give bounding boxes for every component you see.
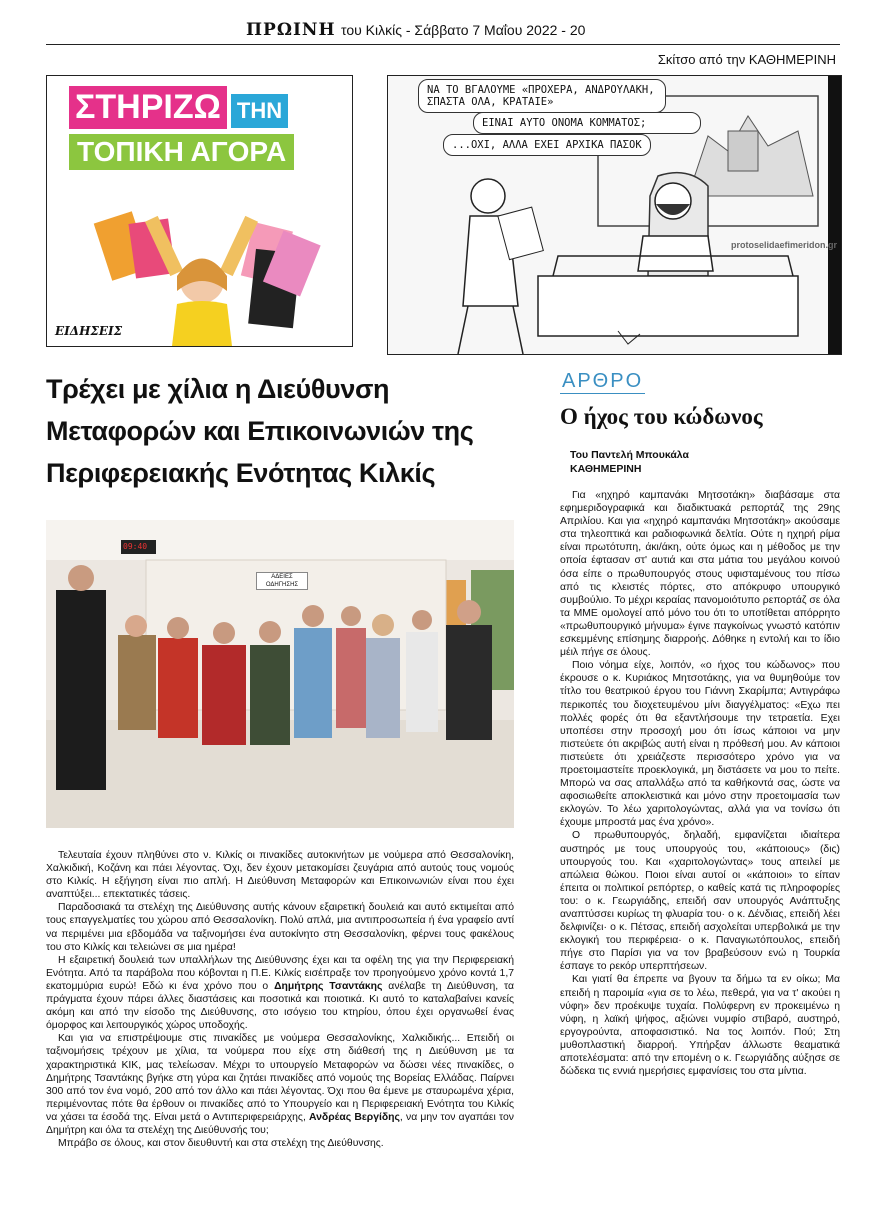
- page-header: [46, 18, 840, 45]
- section-label: ΑΡΘΡΟ: [562, 370, 644, 392]
- cartoon-credit: Σκίτσο από την ΚΑΘΗΜΕΡΙΝΗ: [657, 52, 836, 67]
- ad-word-topiki-agora: ΤΟΠΙΚΗ ΑΓΟΡΑ: [69, 134, 294, 170]
- speech-bubble-2: ΕΙΝΑΙ ΑΥΤΟ ΟΝΟΜΑ ΚΟΜΜΑΤΟΣ;: [473, 112, 701, 134]
- speech-bubble-1: ΝΑ ΤΟ ΒΓΑΛΟΥΜΕ «ΠΡΟΧΕΡΑ, ΑΝΔΡΟΥΛΑΚΗ, ΣΠΑΣΤΑ ΟΛΑ, ΚΡΑΤΑΙΕ»: [418, 79, 666, 113]
- shopping-girl-illustration: [47, 76, 352, 346]
- article-byline: [570, 448, 689, 476]
- article-paragraph: Για «ηχηρό καμπανάκι Μητσοτάκη» διαβάσαμε στα εφημεριδογραφικά και διαδικτυακά ρεπορτάζ της 29ης Απριλίου. Και για «ηχηρό καμπανάκι Μητσοτάκη» ακούσαμε στα τηλεοπτικά και ραδιοφωνικά δελτία. Ούτε η ηχηρή ρίμα είναι πρωτότυπη, άκι/άκη, ούτε όμως και η μέθοδος με την οποία έφτασαν στ' αυτιά και στα μάτια του μεγάλου κοινού όσα είπε ο πρωθυπουργός στους υφισταμένους του πίσω από τις κλειστές πόρτες, στο απόκρυφο υπουργικό συμβούλιο. Το μέχρι κεραίας πανομοιότυπο ρεπορτάζ σε όλα τα ΜΜΕ ομολογεί από μόνο του ότι το υποτίθεται απόρρητο «πρωθυπουργικό μήνυμα» έγινε παγκοίνως γνωστό κατόπιν εσκεμμένης επίσημης διαρροής. Δόθηκε η εντολή και το ίδιο μέιλ πήγε σε όλους.: [560, 490, 840, 659]
- story-text: Και για να επιστρέψουμε στις πινακίδες με νούμερα Θεσσαλονίκης, Χαλκιδικής... Επειδή οι ταξινομήσεις τρέχουν με χίλια, τα νούμερα που είχε στη διάθεσή της η Διεύθυνση με τα χαρακτηριστικά ΚΙΚ, μας τελείωσαν. Μέχρι το υπουργείο Μεταφορών να δώσει νέες πινακίδες, ο Δημήτρης Τσαντάκης βγήκε στη γύρα και ζητάει πινακίδες από νομούς της Βορείας Ελλάδας. Παίρνει 300 από τον ένα νομό, 200 από τον άλλο και πάει λέγοντας. Όχι που θα έμενε με σταυρωμένα χέρια, περιμένοντας πότε θα έρθουν οι πινακίδες από το Υπουργείο και η Περιφερειακή Ενότητα του Κιλκίς να χάσει τα έσοδά της. Είναι μετά ο Αντιπεριφερειάρχης,: [46, 1033, 514, 1123]
- article-source: ΚΑΘΗΜΕΡΙΝΗ: [570, 463, 642, 475]
- speech-bubble-3: ...ΟΧΙ, ΑΛΛΑ ΕΧΕΙ ΑΡΧΙΚΑ ΠΑΣΟΚ: [443, 134, 651, 156]
- political-cartoon: [387, 75, 842, 355]
- article-paragraph: Και γιατί θα έπρεπε να βγουν τα δήμω τα εν οίκω; Μα επειδή η παροιμία «για σε το λέω, πεθερά, για να τ' ακούει η νύφη» δεν προέκυψε τυχαία. Πολύφερνη εν προκειμένω η νύφη, η λαϊκή ψήφος, αξιώνει νυμφίο στιβαρό, αυστηρό, εργογρούντα, αποφασιστικό. Να τος λοιπόν. Πού; Στη μυθοπλαστική διαρροή. Υπήρξαν άλλωστε θεαματικά αποτελέσματα: από την επομένη ο κ. Γεωργιάδης αύξησε σε δώδεκα τις εννιά ημερήσιες εμφανίσεις του στα μίντια.: [560, 974, 840, 1078]
- director-name: Δημήτρης Τσαντάκης: [274, 980, 383, 992]
- story-paragraph: Τελευταία έχουν πληθύνει στο ν. Κιλκίς οι πινακίδες αυτοκινήτων με νούμερα από Θεσσαλονίκη, Χαλκιδική, Κοζάνη και πάει λέγοντας. Όχι, δεν έχουν μετακομίσει ζευγάρια από αυτούς τους νομούς στο Κιλκίς. Η εξήγηση είναι πιο απλή. Η Διεύθυνση Μεταφορών και Επικοινωνιών είναι που έχει αναπτύξει... επεκτατικές τάσεις.: [46, 850, 514, 901]
- watermark: protoselidaefimeridon.gr: [730, 240, 837, 250]
- newspaper-brand: ΠΡΩΙΝΗ: [246, 20, 336, 40]
- ad-word-tin: ΤΗΝ: [231, 94, 288, 128]
- main-headline: Τρέχει με χίλια η Διεύθυνση Μεταφορών και Επικοινωνιών της Περιφερειακής Ενότητας Κιλκίς: [46, 374, 474, 488]
- story-paragraph: Παραδοσιακά τα στελέχη της Διεύθυνσης αυτής κάνουν εξαιρετική δουλειά και αυτό εκτιμείται από τους επαγγελματίες του χώρου από Θεσσαλονίκη. Πολύ απλά, μια αντιπροσωπεία ή ένα γραφείο αντί να περιμένει μια εβδομάδα να ταξινομήσει ένα αυτοκίνητο στη Θεσσαλονίκη, φέρνει τους φακέλους του στο Κιλκίς και τελειώνει σε μια ημέρα!: [46, 902, 514, 953]
- ad-word-stirizo: ΣΤΗΡΙΖΩ: [69, 86, 227, 129]
- wall-clock: 09:40: [123, 542, 148, 551]
- story-text: , να μην τον αγαπάει τον Δημήτρη και όλα τα στελέχη της Διεύθυνσής του;: [46, 1111, 514, 1136]
- story-paragraph: [46, 1032, 514, 1137]
- office-photo-scene: [46, 520, 514, 828]
- support-local-market-ad: [46, 75, 353, 347]
- article-body: [560, 489, 840, 1078]
- vice-governor-name: Ανδρέας Βεργίδης: [309, 1111, 400, 1123]
- article-title: Ο ήχος του κώδωνος: [560, 404, 763, 429]
- article-author: Του Παντελή Μπουκάλα: [570, 449, 689, 461]
- office-sign: ΑΔΕΙΕΣ ΟΔΗΓΗΣΗΣ: [256, 572, 308, 590]
- main-story-body: [46, 849, 514, 1150]
- story-paragraph: [46, 954, 514, 1033]
- story-text: Η εξαιρετική δουλειά των υπαλλήλων της Διεύθυνσης έχει και τα οφέλη της για την Περιφερειακή Ενότητα. Από τα παράβολα που κόβονται η Π.Ε. Κιλκίς εισέπραξε τον προηγούμενο χρόνο κοντά 1,7 εκατομμύρια ευρώ! Εδώ κι ένα χρόνο που ο: [46, 954, 514, 992]
- story-paragraph: Μπράβο σε όλους, και στον διευθυντή και στα στελέχη της Διεύθυνσης.: [58, 1138, 384, 1150]
- staff-group-photo: [46, 520, 514, 828]
- issue-date: του Κιλκίς - Σάββατο 7 Μαΐου 2022 - 20: [341, 22, 586, 38]
- article-paragraph: Ποιο νόημα είχε, λοιπόν, «ο ήχος του κώδωνος» που έκρουσε ο κ. Κυριάκος Μητσοτάκης, για να θυμηθούμε τον τίτλο του θεατρικού έργου του Γιάννη Σκαρίμπα; Αντιγράφω περικοπές του διοχετευμένου μίνι διαγγέλματος: «Εχω πει πολλές φορές ότι θα εξαντλήσουμε την τετραετία. Εχει υποπέσει στην προσοχή μου ότι ίσως κάποιοι να μην πιστεύετε ότι ακριβώς αυτή είναι η πρόθεσή μου. Αν κάποιοι πιστεύετε ότι χρειάζεστε περισσότερο χρόνο για να προετοιμαστείτε προεκλογικά, μη διστάσετε να μου το πείτε. Μπορώ να σας απαλλάξω από τα καθήκοντά σας, ώστε να αφοσιωθείτε αποκλειστικά και μόνο στην προετοιμασία των εκλογών. Το λέω χαριτολογώντας, αλλά για να τονίσω ότι έχουμε μπροστά μας ένα χρόνο».: [560, 660, 840, 829]
- article-paragraph: Ο πρωθυπουργός, δηλαδή, εμφανίζεται ιδιαίτερα αυστηρός με τους υπουργούς του, «κάποιους» (δις) υπουργούς του. Και «χαριτολογώντας» τους απειλεί με απώλεια θώκου. Ποιοι είναι αυτοί οι «κάποιοι» το είπαν έπειτα οι πολιτικοί ρεπόρτερ, ο καθείς κατά τις πληροφορίες του: ο κ. Γεωργιάδης, επειδή σαν υπουργός Ανάπτυξης αναπτύσσει κυρίως τη φλυαρία του· ο κ. Δένδιας, επειδή λέει δελφινίζει· ο κ. Πέτσας, επειδή ασχολείται υπερβολικά με την εκλογική του περιφέρεια· ο κ. Παναγιωτόπουλος, επειδή πήγε στο Παρίσι για να τον βραβεύσουν ενώ η Τουρκία έσπαγε το ρεκόρ υπερπτήσεων.: [560, 830, 840, 973]
- news-logo: ΕΙΔΗΣΕΙΣ: [55, 324, 123, 338]
- story-text: ανέλαβε τη Διεύθυνση, τα πράγματα έχουν πάρει άλλες διαστάσεις και ποσοτικά και ποιοτικά. Κι αυτό το καταλαβαίνει κανείς ακόμη και από την είσοδο της Διεύθυνσης, στο ισόγειο του κτηρίου, όπου έχει οργανωθεί ένας όμορφος και λειτουργικός χώρος υποδοχής.: [46, 980, 514, 1032]
